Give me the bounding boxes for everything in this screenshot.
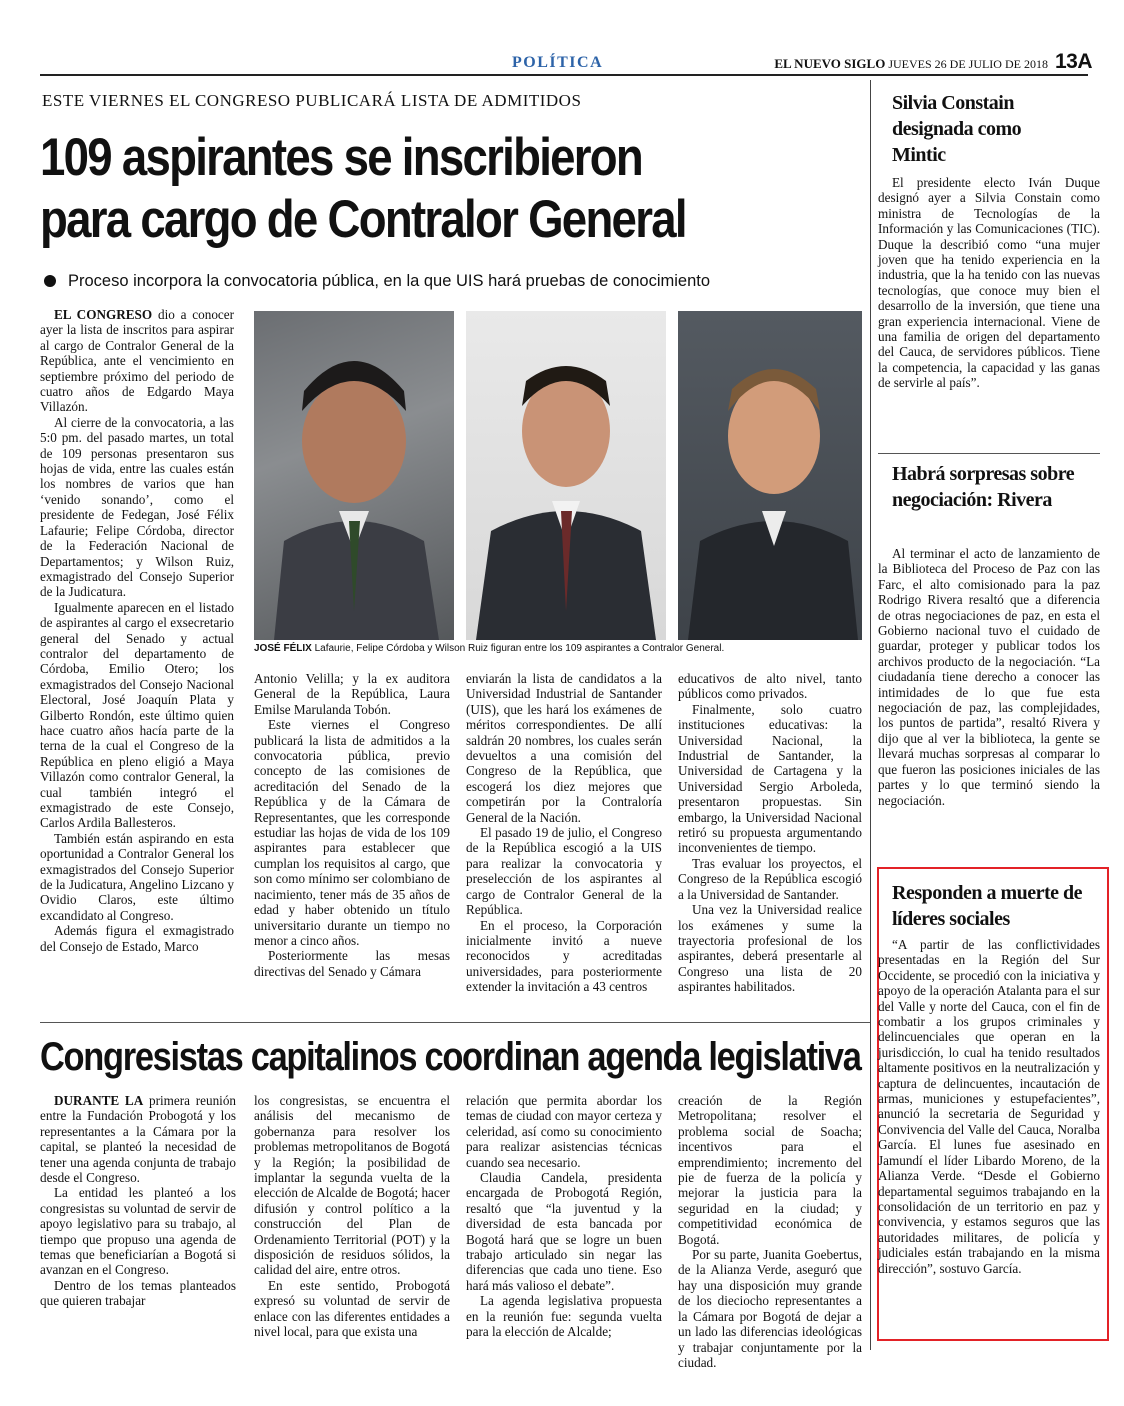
paragraph: primera reunión entre la Fundación Probogotá y los representantes a la Cámara por la capital, se planteó la necesidad de tener una agenda conjunta de trabajo desde el Congreso. bbox=[40, 1093, 237, 1186]
caption-lead: JOSÉ FÉLIX bbox=[254, 643, 312, 654]
sidebar-separator bbox=[878, 453, 1100, 454]
paragraph: creación de la Región Metropolitana; resolver el problema social de Soacha; incentivos para el emprendimiento; incremento del pie de fuerza de la policía y mejorar la justicia para la seguridad en la ciudad; y competitividad económica de Bogotá. bbox=[678, 1093, 862, 1247]
paragraph: El pasado 19 de julio, el Congreso de la República escogió a la UIS para realizar la convocatoria y preselección de los aspirantes al cargo de Contralor General de la República. bbox=[466, 825, 662, 918]
article1-column-4 bbox=[678, 671, 862, 995]
article2-column-1 bbox=[40, 1093, 236, 1309]
sidebar-title-2: Habrá sorpresas sobre negociación: Rivera bbox=[892, 463, 1075, 511]
portrait-icon bbox=[466, 311, 666, 640]
paragraph: La agenda legislativa propuesta en la reunión fue: segunda vuelta para la elección de Alcalde; bbox=[466, 1293, 662, 1340]
article2-column-2 bbox=[254, 1093, 450, 1340]
paragraph: Una vez la Universidad realice los exámenes y sume la trayectoria profesional de los aspirantes, deberá presentarle al Congreso una lista de 20 aspirantes habilitados. bbox=[678, 902, 862, 995]
article1-column-1 bbox=[40, 307, 234, 954]
sidebar-story-2 bbox=[878, 546, 1100, 808]
portrait-icon bbox=[678, 311, 862, 640]
paragraph: Dentro de los temas planteados que quieren trabajar bbox=[40, 1277, 236, 1309]
article2-column-3 bbox=[466, 1093, 662, 1340]
article2-headline: Congresistas capitalinos coordinan agenda legislativa bbox=[40, 1035, 861, 1079]
article1-column-2 bbox=[254, 671, 450, 979]
paragraph: Este viernes el Congreso publicará la lista de admitidos a la convocatoria pública, previo concepto de las comisiones de acreditación del Senado de la República y de la Cámara de Representantes, que les corresponde estudiar las hojas de vida de los 109 aspirantes para establecer que cumplan los requisitos al cargo, que son como mínimo ser colombiano de nacimiento, tener más de 35 años de edad y haber obtenido un título universitario durante un tiempo no menor a cinco años. bbox=[254, 717, 450, 948]
sidebar-title-1: Silvia Constain designada como Mintic bbox=[892, 92, 1022, 166]
article-headline: 109 aspirantes se inscribieron para cargo de Contralor General bbox=[40, 128, 686, 249]
paragraph: Finalmente, solo cuatro instituciones educativas: la Universidad Nacional, la Industrial de Santander, la Universidad de Cartagena y la Universidad Sergio Arboleda, presentaron propuestas. Sin embargo, la Universidad Nacional retiró su propuesta argumentando inconvenientes de tiempo. bbox=[678, 701, 862, 856]
section-label: POLÍTICA bbox=[512, 54, 604, 71]
deck-text: Proceso incorpora la convocatoria pública, en la que UIS hará pruebas de conocimiento bbox=[68, 272, 711, 290]
article2-column-4 bbox=[678, 1093, 862, 1370]
article-deck bbox=[44, 272, 710, 291]
photo-wilson-ruiz bbox=[678, 311, 862, 640]
paragraph: Igualmente aparecen en el listado de aspirantes al cargo el exsecretario general del Senado y actual contralor del departamento de Córdoba, Emilio Otero; los exmagistrados del Consejo Nacional Electoral, José Joaquín Plata y Gilberto Rondón, este último quien hace cuatro años hacía parte de la terna de la cual el Congreso de la República en pleno eligió a Maya Villazón como contralor General, la cual también integró el exmagistrado de este Consejo, Carlos Ardila Ballesteros. bbox=[40, 599, 234, 831]
paragraph: Además figura el exmagistrado del Consejo de Estado, Marco bbox=[40, 923, 234, 954]
header-rule bbox=[40, 74, 1088, 76]
page-number: 13A bbox=[1054, 50, 1092, 73]
article-kicker: ESTE VIERNES EL CONGRESO PUBLICARÁ LISTA DE ADMITIDOS bbox=[42, 91, 582, 110]
lead-in: EL CONGRESO bbox=[54, 307, 153, 322]
caption-text: Lafaurie, Felipe Córdoba y Wilson Ruiz figuran entre los 109 aspirantes a Contralor General. bbox=[314, 643, 725, 654]
paragraph: los congresistas, se encuentra el análisis del mecanismo de gobernanza para resolver los problemas metropolitanos de Bogotá y la Región; la posibilidad de implantar la segunda vuelta de la elección de Alcalde de Bogotá; hacer difusión y control político a la construcción del Plan de Ordenamiento Territorial (POT) y la disposición de residuos sólidos, la calidad del aire, entre otros. bbox=[254, 1093, 450, 1278]
paragraph: El presidente electo Iván Duque designó ayer a Silvia Constain como ministra de Tecnologías de la Información y las Comunicaciones (TIC). Duque la describió como “una mujer joven que ha tenido experiencia en la industria, que la ha tenido con las nuevas tecnologías, que conoce muy bien el desarrollo de la inversión, que tiene una gran experiencia internacional. Viene de una familia de origen del departamento del Cauca, de servidores públicos. Tiene la competencia, la capacidad y las ganas de servirle al país”. bbox=[878, 175, 1100, 391]
paragraph: Tras evaluar los proyectos, el Congreso de la República escogió a la Universidad de Santander. bbox=[678, 855, 862, 902]
paragraph: Antonio Velilla; y la ex auditora General de la República, Laura Emilse Marulanda Tobón. bbox=[254, 671, 450, 717]
paragraph: También están aspirando en esta oportunidad a Contralor General los exmagistrados del Consejo Superior de la Judicatura, Angelino Lizcano y Ovidio Claros, este último excandidato al Congreso. bbox=[40, 830, 234, 923]
paragraph: En el proceso, la Corporación inicialmente invitó a nueve reconocidos y acreditadas universidades, para posteriormente extender la invitación a 43 centros bbox=[466, 917, 662, 995]
paragraph: En este sentido, Probogotá expresó su voluntad de servir de enlace con las diferentes entidades a nivel local, para que exista una bbox=[254, 1277, 450, 1340]
photo-caption bbox=[254, 643, 854, 654]
sidebar-title-3: Responden a muerte de líderes sociales bbox=[892, 882, 1083, 930]
paragraph: Claudia Candela, presidenta encargada de Probogotá Región, resaltó que “la juventud y la diversidad de esta bancada por Bogotá hará que se logre un buen trabajo articulado sin negar las diferencias que cada uno tiene. Eso hará más valioso el debate”. bbox=[466, 1170, 662, 1293]
sidebar-divider bbox=[870, 80, 871, 1350]
article-separator bbox=[40, 1022, 870, 1023]
paragraph: relación que permita abordar los temas de ciudad con mayor certeza y celeridad, así como su conocimiento para realizar asistencias técnicas cuando sea necesario. bbox=[466, 1093, 662, 1170]
paragraph: Posteriormente las mesas directivas del Senado y Cámara bbox=[254, 948, 450, 979]
lead-in: DURANTE LA bbox=[54, 1093, 144, 1108]
paragraph: Al cierre de la convocatoria, a las 5:0 pm. del pasado martes, un total de 109 personas presentaron sus hojas de vida, entre las cuales están los nombres de varios que han ‘venido sonando’, como el presidente de Fedegan, José Félix Lafaurie; Felipe Córdoba, director de la Federación Nacional de Departamentos; y Wilson Ruiz, exmagistrado del Consejo Superior de la Judicatura. bbox=[40, 414, 234, 600]
photo-felipe-cordoba bbox=[466, 311, 666, 640]
paragraph: Por su parte, Juanita Goebertus, de la Alianza Verde, aseguró que hay una disposición muy grande de los dieciocho representantes a la Cámara por Bogotá de dejar a un lado las diferencias ideológicas y trabajar conjuntamente por la ciudad. bbox=[678, 1247, 862, 1370]
paragraph: La entidad les planteó a los congresistas su voluntad de servir de apoyo legislativo para su trabajo, al tiempo que propuso una agenda de temas que beneficiarían a Bogotá si avanzan en el Congreso. bbox=[40, 1185, 236, 1278]
sidebar-story-1 bbox=[878, 175, 1100, 391]
paragraph: Al terminar el acto de lanzamiento de la Biblioteca del Proceso de Paz con las Farc, el alto comisionado para la paz Rodrigo Rivera resaltó que a diferencia de otras negociaciones de paz, en esta el Gobierno nacional tuvo el cuidado de guardar, proteger y publicar todos los archivos producto de la negociación. “La ciudadanía tiene derecho a conocer las intimidades de lo que fue esta negociación de paz, las complejidades, los puntos de partida”, resaltó Rivera y dijo que al ver la biblioteca, la gente se llevará muchas sorpresas al comparar lo que fueron las posiciones iniciales de las partes y lo que terminó siendo la negociación. bbox=[878, 546, 1100, 808]
bullet-icon bbox=[44, 275, 56, 287]
masthead bbox=[774, 50, 1092, 74]
paragraph: educativos de alto nivel, tanto públicos como privados. bbox=[678, 671, 862, 702]
issue-date: JUEVES 26 DE JULIO DE 2018 bbox=[888, 57, 1048, 71]
article1-column-3 bbox=[466, 671, 662, 995]
paragraph: dio a conocer ayer la lista de inscritos para aspirar al cargo de Contralor General de la República, ante el vencimiento en septiembre próximo del periodo de cuatro años de Edgardo Maya Villazón. bbox=[40, 307, 235, 415]
photo-jose-felix bbox=[254, 311, 454, 640]
paper-name: EL NUEVO SIGLO bbox=[774, 56, 886, 71]
portrait-icon bbox=[254, 311, 454, 640]
paragraph: “A partir de las conflictividades presentadas en la Región del Sur Occidente, se procedió con la iniciativa y apoyo de la operación Atalanta para el sur del Valle y norte del Cauca, con el fin de combatir a los grupos criminales y delincuenciales que operan en la jurisdicción, lo cual ha tenido resultados altamente positivos en la neutralización y captura de delincuentes, incautación de armas, municiones y estupefacientes”, anunció la secretaria de Seguridad y Convivencia del Valle del Cauca, Noralba García. El lunes fue asesinado en Jamundí el líder Libardo Moreno, de la Alianza Verde. “Desde el Gobierno departamental seguimos trabajando en la consolidación de un territorio en paz y convivencia, y estamos seguros que las autoridades militares, de policía y judiciales están trabajando en la misma dirección”, sostuvo García. bbox=[878, 937, 1100, 1276]
paragraph: enviarán la lista de candidatos a la Universidad Industrial de Santander (UIS), que les hará los exámenes de méritos correspondientes. De allí saldrán 20 nombres, los cuales serán devueltos a una comisión del Congreso de la República, que escogerá los diez mejores que competirán por la Contraloría General de la Nación. bbox=[466, 671, 662, 825]
sidebar-story-3 bbox=[878, 937, 1100, 1276]
